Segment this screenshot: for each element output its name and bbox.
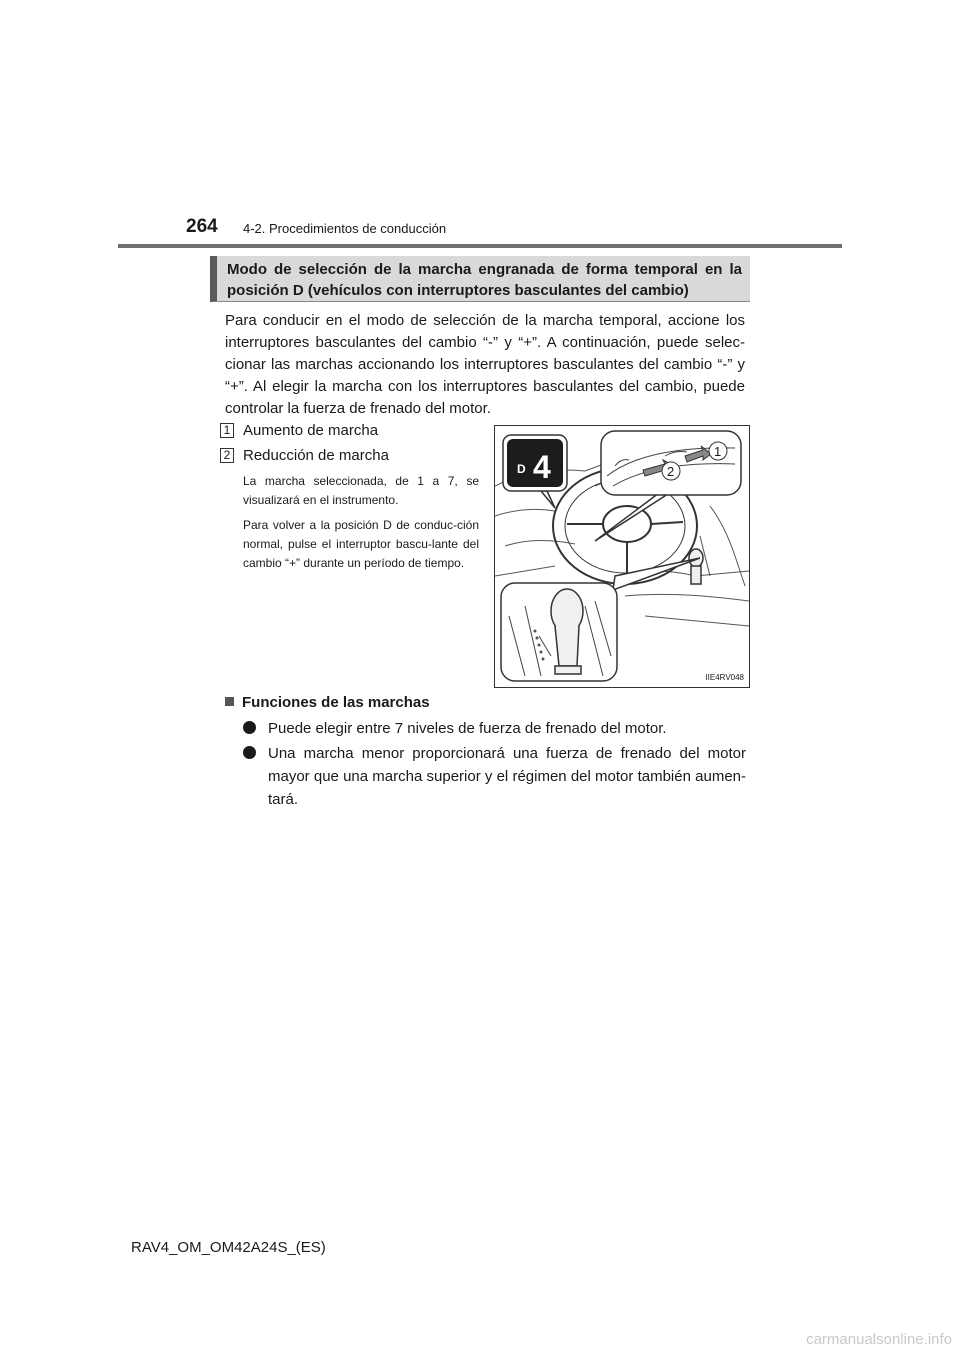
figure-code: IIE4RV048 bbox=[705, 673, 744, 682]
square-bullet-icon bbox=[225, 697, 234, 706]
bullet-text-2: Una marcha menor proporcionará una fuerza de frenado del motor mayor que una marcha superior y el régimen del motor también aumen-tará. bbox=[268, 745, 746, 808]
note-gear-display: La marcha seleccionada, de 1 a 7, se visualizará en el instrumento. bbox=[243, 474, 479, 507]
section-title: 4-2. Procedimientos de conducción bbox=[243, 221, 447, 236]
watermark: carmanualsonline.info bbox=[806, 1331, 952, 1348]
bullet-text-1: Puede elegir entre 7 niveles de fuerza de frenado del motor. bbox=[268, 720, 667, 737]
bullet-item-2 bbox=[243, 742, 746, 811]
note-return-to-d: Para volver a la posición D de conduc-ción normal, pulse el interruptor bascu-lante del cambio “+” durante un período de tiempo. bbox=[243, 518, 479, 570]
page-number: 264 bbox=[186, 216, 218, 237]
illustration-drawing bbox=[495, 426, 749, 687]
display-gear-digit: 4 bbox=[533, 449, 551, 485]
display-letter-d: D bbox=[517, 462, 526, 476]
intro-paragraph: Para conducir en el modo de selección de la marcha temporal, accione los interruptores basculantes del cambio “-” y “+”. A continuación, puede selec-cionar las marchas accionando los interruptores basculantes del cambio “-” y “+”. Al elegir la marcha con los interruptores basculantes del cambio, puede controlar la fuerza de frenado del motor. bbox=[225, 312, 745, 417]
item-number-2: 2 bbox=[220, 448, 234, 463]
header-divider bbox=[118, 244, 842, 248]
subsection-heading bbox=[225, 693, 430, 713]
section-heading-box bbox=[210, 256, 750, 302]
item-label-2: Reducción de marcha bbox=[243, 447, 389, 464]
callout-1: 1 bbox=[714, 444, 722, 459]
callout-2: 2 bbox=[667, 464, 675, 479]
bullet-item-1 bbox=[243, 717, 746, 740]
bullet-dot-icon bbox=[243, 721, 256, 734]
subsection-title: Funciones de las marchas bbox=[242, 694, 430, 711]
bullet-dot-icon bbox=[243, 746, 256, 759]
footer-model-code: RAV4_OM_OM42A24S_(ES) bbox=[131, 1239, 326, 1256]
section-heading-text: Modo de selección de la marcha engranada de forma temporal en la posición D (vehículos con interruptores basculantes del cambio) bbox=[227, 261, 742, 299]
item-label-1: Aumento de marcha bbox=[243, 422, 379, 439]
item-number-1: 1 bbox=[220, 423, 234, 438]
paddle-shift-illustration bbox=[494, 425, 750, 688]
